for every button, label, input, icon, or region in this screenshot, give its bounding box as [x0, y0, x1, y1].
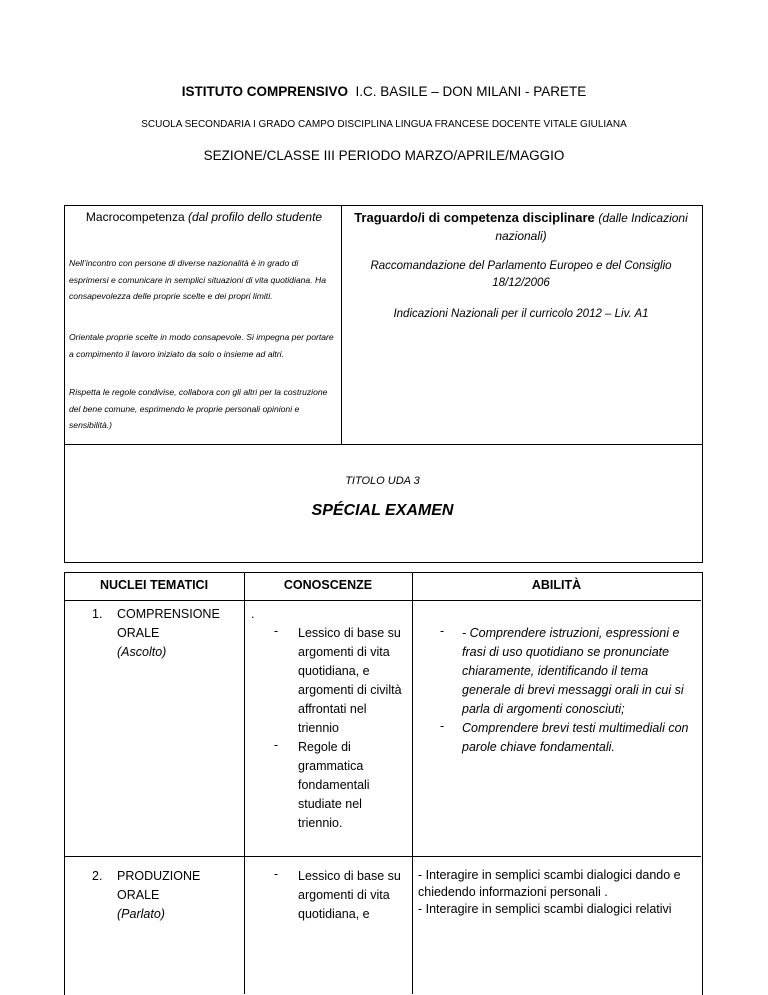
row2-nucleo-number: 2. [92, 869, 103, 883]
row2-abilita: - Interagire in semplici scambi dialogici dando e chiedendo informazioni personali . - Interagire in semplici scambi dialogici relativi [418, 868, 681, 916]
macrocompetenza-title-rest: (dal profilo dello studente [187, 210, 323, 224]
row2-nucleo-name: PRODUZIONE ORALE [117, 869, 201, 902]
row1-conoscenze-1: Lessico di base su argomenti di vita quotidiana, e argomenti di civiltà affrontati nel triennio [298, 626, 402, 735]
header-conoscenze: CONOSCENZE [283, 578, 373, 592]
macrocompetenza-title-bold: Macrocompetenza [85, 210, 185, 224]
traguardi-title [345, 209, 697, 245]
macrocompetenza-para-1: Nell’incontro con persone di diverse nazionalità è in grado di esprimersi e comunicare in semplici situazioni di vita quotidiana. Ha consapevolezza delle proprie scelte e dei propri limiti. [69, 258, 326, 301]
row1-abilita-2: Comprendere brevi testi multimediali con parole chiave fondamentali. [462, 721, 689, 754]
school-title-rest: I.C. BASILE – DON MILANI - PARETE [355, 84, 587, 99]
row1-abilita-dash-1: - [440, 624, 445, 638]
row2-conoscenze-1: Lessico di base su argomenti di vita quotidiana, e [298, 869, 401, 921]
row1-conoscenze-dot: . [251, 607, 255, 621]
row1-abilita-dash-2: - [440, 719, 445, 733]
table-row-divider [64, 856, 701, 857]
traguardi-ref-2: Indicazioni Nazionali per il curricolo 2012 – Liv. A1 [393, 308, 649, 320]
header-nuclei: NUCLEI TEMATICI [99, 578, 209, 592]
table-col-divider-2 [412, 572, 413, 994]
class-period: SEZIONE/CLASSE III PERIODO MARZO/APRILE/MAGGIO [203, 148, 565, 163]
macrocompetenza-title [68, 209, 340, 226]
row1-abilita-1: - Comprendere istruzioni, espressioni e frasi di uso quotidiano se pronunciate chiaramente, identificando il tema generale di brevi messaggi orali in cui si parla di argomenti conosciuti; [462, 626, 684, 716]
competence-divider [341, 206, 342, 444]
uda-label: TITOLO UDA 3 [345, 475, 420, 487]
traguardi-ref-1: Raccomandazione del Parlamento Europeo e del Consiglio 18/12/2006 [370, 260, 672, 289]
row1-nucleo-number: 1. [92, 607, 103, 621]
row1-nucleo-sub: (Ascolto) [117, 645, 167, 659]
row2-conoscenze-dash-1: - [274, 867, 279, 881]
traguardi-title-bold: Traguardo/i di competenza disciplinare [354, 210, 595, 225]
school-title-bold: ISTITUTO COMPRENSIVO [181, 84, 348, 99]
uda-title: SPÉCIAL EXAMEN [311, 502, 454, 519]
table-header-divider [64, 600, 701, 601]
row2-nucleo-sub: (Parlato) [117, 907, 165, 921]
macrocompetenza-para-3: Rispetta le regole condivise, collabora con gli altri per la costruzione del bene comune, esprimendo le proprie personali opinioni e sensibilità.) [69, 387, 328, 430]
header-abilita: ABILITÀ [531, 578, 582, 592]
table-col-divider-1 [244, 572, 245, 994]
school-subtitle: SCUOLA SECONDARIA I GRADO CAMPO DISCIPLINA LINGUA FRANCESE DOCENTE VITALE GIULIANA [141, 119, 627, 130]
row1-conoscenze-2: Regole di grammatica fondamentali studiate nel triennio. [298, 740, 370, 830]
row1-conoscenze-dash-1: - [274, 624, 279, 638]
traguardi-title-rest: (dalle Indicazioni nazionali) [495, 211, 688, 243]
macrocompetenza-para-2: Orientale proprie scelte in modo consapevole. Si impegna per portare a compimento il lavoro iniziato da solo o insieme ad altri. [69, 332, 334, 359]
row1-nucleo-name: COMPRENSIONE ORALE [117, 607, 220, 640]
school-title [0, 84, 768, 99]
row1-conoscenze-dash-2: - [274, 738, 279, 752]
